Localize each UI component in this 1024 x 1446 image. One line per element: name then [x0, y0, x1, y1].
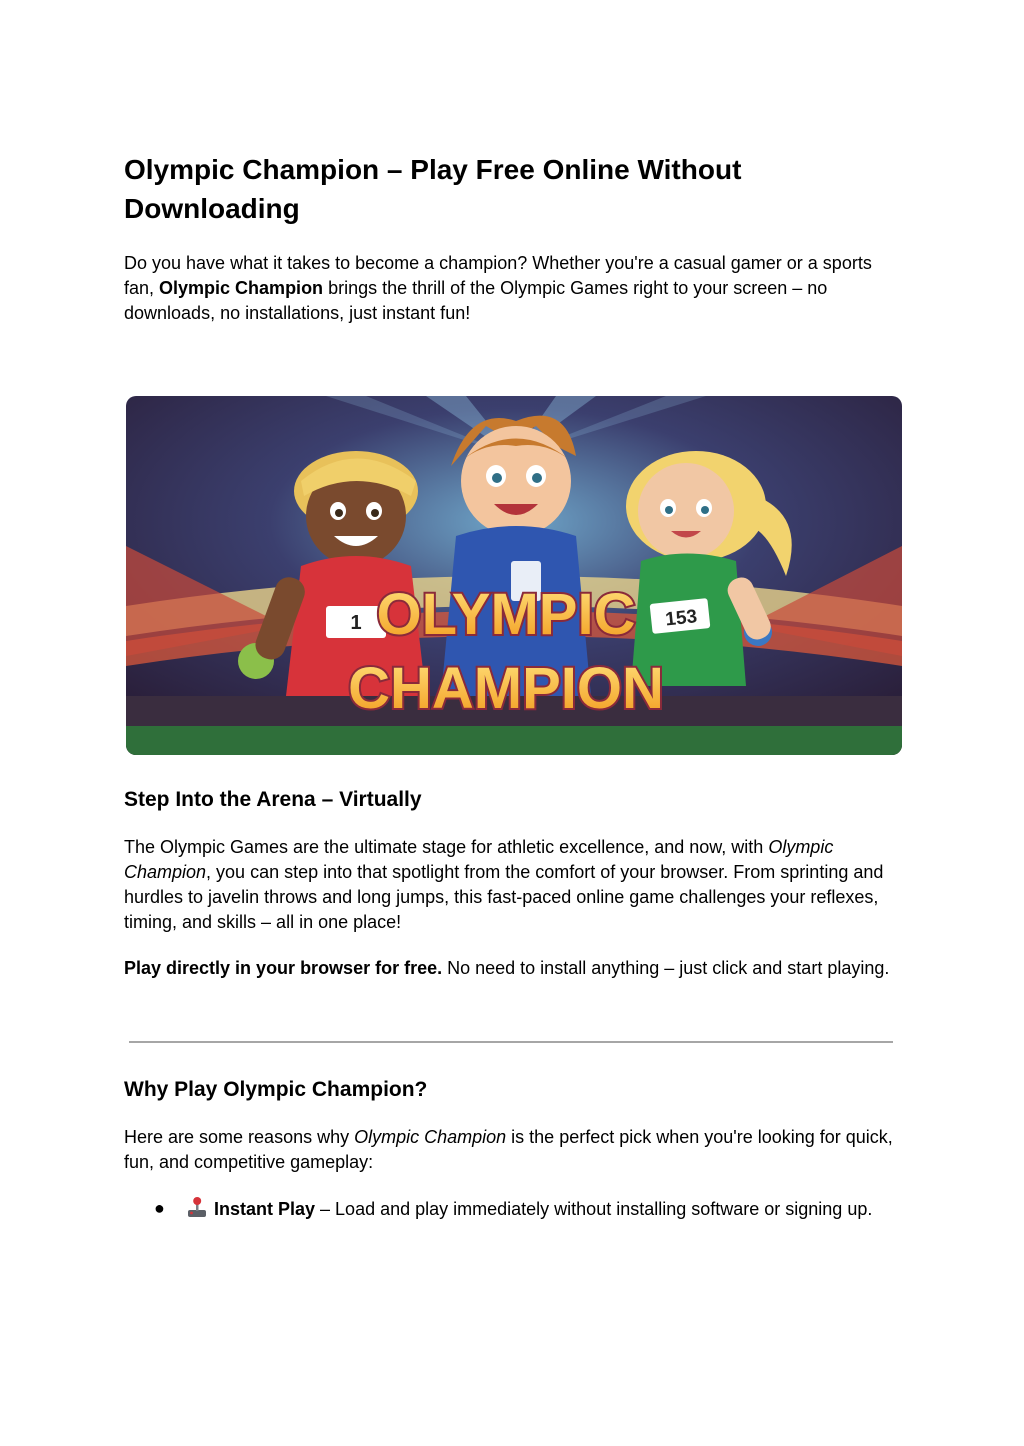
- instant-play-text: – Load and play immediately without installing software or signing up.: [315, 1199, 873, 1219]
- page-title: Olympic Champion – Play Free Online Without Downloading: [124, 154, 742, 224]
- why-game-name: Olympic Champion: [354, 1127, 507, 1147]
- arena-text-end: , you can step into that spotlight from the comfort of your browser. From sprinting and hurdles to javelin throws and long jumps, this fast-paced online game challenges your reflexes, timing, and skills – all in one place!: [124, 862, 884, 932]
- arena-game-name: Olympic Champion: [124, 837, 834, 882]
- reasons-list: [124, 1196, 900, 1222]
- list-item: [124, 1196, 900, 1222]
- why-text-end: is the perfect pick when you're looking for quick, fun, and competitive gameplay:: [124, 1127, 893, 1172]
- hero-image: [126, 396, 902, 755]
- play-free-paragraph: [124, 956, 900, 981]
- why-text-start: Here are some reasons why: [124, 1127, 355, 1147]
- arena-text-start: The Olympic Games are the ultimate stage for athletic excellence, and now, with: [124, 837, 769, 857]
- bib-left-number: 1: [350, 612, 362, 634]
- play-free-text: No need to install anything – just click and start playing.: [442, 958, 890, 978]
- intro-text-end: brings the thrill of the Olympic Games right to your screen – no downloads, no installations, just instant fun!: [124, 278, 828, 323]
- horizontal-divider: [129, 1041, 893, 1043]
- section-heading-arena: Step Into the Arena – Virtually: [124, 788, 422, 811]
- intro-paragraph: [124, 251, 900, 326]
- logo-line-2: CHAMPION: [348, 656, 664, 721]
- intro-game-name: Olympic Champion: [159, 278, 324, 298]
- joystick-icon: [186, 1196, 208, 1218]
- logo-line-1: OLYMPIC: [376, 582, 636, 647]
- play-free-bold: Play directly in your browser for free.: [124, 958, 443, 978]
- bib-right-number: 153: [664, 606, 699, 631]
- arena-paragraph: [124, 835, 900, 935]
- section-heading-why-play: Why Play Olympic Champion?: [124, 1078, 428, 1101]
- bullet-dot: ●: [154, 1198, 165, 1218]
- hero-illustration: [126, 396, 902, 755]
- intro-text-start: Do you have what it takes to become a champion? Whether you're a casual gamer or a sports fan,: [124, 253, 872, 298]
- why-play-paragraph: [124, 1125, 900, 1175]
- instant-play-label: Instant Play: [214, 1199, 316, 1219]
